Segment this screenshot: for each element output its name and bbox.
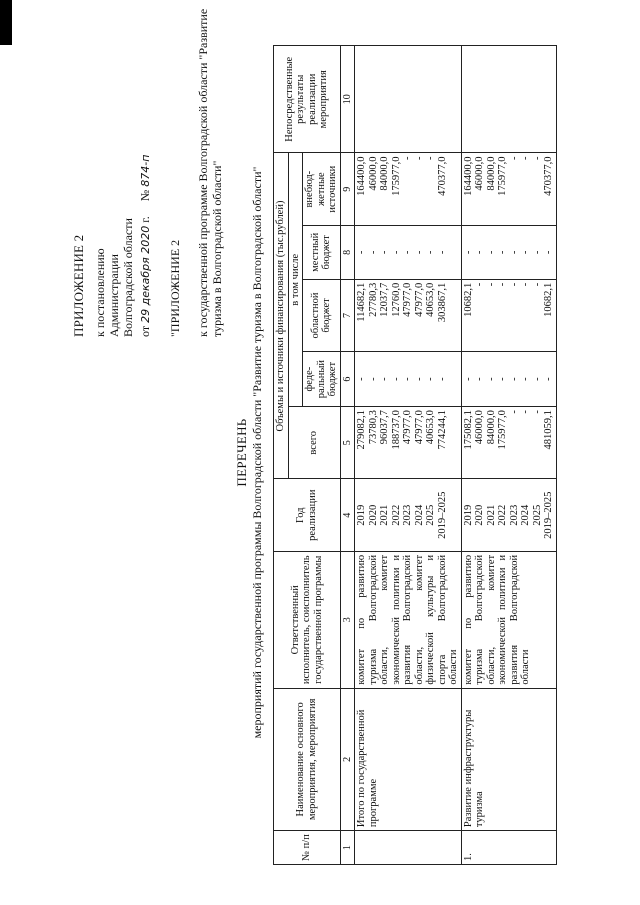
cell-value-federal: - — [356, 377, 367, 381]
row-total — [355, 407, 462, 479]
date-prefix: от — [138, 325, 152, 337]
cell-value-years: 2023 — [508, 504, 520, 526]
row-results — [355, 46, 462, 153]
decree-date-line — [138, 155, 153, 337]
column-number: 1 — [340, 831, 355, 865]
cell-value-local: - — [474, 250, 485, 255]
cell-value-total: 73780,3 — [367, 410, 379, 445]
cell-value-regional: - — [520, 282, 531, 287]
cell-value-local: - — [485, 250, 497, 255]
activities-table — [273, 45, 557, 865]
row-extra — [461, 153, 556, 225]
cell-value-federal: - — [485, 377, 497, 381]
row-num — [355, 831, 462, 865]
cell-value-years: 2023 — [402, 504, 413, 526]
appendix-title: ПРИЛОЖЕНИЕ 2 — [71, 234, 86, 337]
cell-value-years: 2022 — [390, 504, 402, 526]
cell-value-total: 175977,0 — [497, 410, 508, 450]
document-title: ПЕРЕЧЕНЬ — [234, 418, 249, 487]
cell-value-local: - — [436, 250, 448, 255]
cell-value-extra: - — [520, 156, 531, 160]
cell-value-years: 2024 — [413, 504, 425, 526]
cell-value-local: - — [520, 250, 531, 255]
handwritten-number: 874-п — [139, 154, 152, 187]
row-regional — [355, 279, 462, 351]
cell-value-total: 84000,0 — [485, 410, 497, 445]
cell-value-regional: 47977,0 — [402, 282, 413, 317]
cell-value-years: 2020 — [367, 504, 379, 526]
cell-value-regional: 47977,0 — [413, 282, 425, 317]
cell-value-federal: - — [497, 377, 508, 381]
recipient-line: к постановлению — [93, 248, 107, 337]
cell-value-regional: - — [497, 282, 508, 287]
cell-value-extra: 84000,0 — [485, 156, 497, 191]
cell-value-federal: - — [425, 377, 436, 381]
cell-value-extra: 164400,0 — [462, 156, 474, 196]
cell-value-years: 2022 — [497, 504, 508, 526]
column-number: 2 — [340, 688, 355, 831]
cell-value-total: 46000,0 — [474, 410, 485, 445]
cell-value-extra: 175977,0 — [390, 156, 402, 196]
cell-value-local: - — [413, 250, 425, 255]
table-row — [355, 46, 462, 865]
cell-value-local: - — [425, 250, 436, 255]
cell-value-extra: - — [531, 156, 543, 160]
column-number: 9 — [340, 153, 355, 225]
cell-value-total: 279082,1 — [356, 410, 367, 450]
row-extra — [355, 153, 462, 225]
row-federal — [461, 352, 556, 407]
cell-value-extra: 84000,0 — [379, 156, 390, 191]
cell-value-total: - — [520, 410, 531, 414]
cell-value-extra: - — [402, 156, 413, 160]
header-regional: областной бюджет — [303, 279, 341, 351]
cell-value-local: - — [508, 250, 520, 255]
cell-value-total: 188737,0 — [390, 410, 402, 450]
cell-value-federal: - — [531, 377, 543, 381]
cell-value-regional: 114682,1 — [356, 282, 367, 322]
cell-value-years: 2025 — [531, 504, 543, 526]
cell-value-federal: - — [402, 377, 413, 381]
header-federal: феде-ральный бюджет — [303, 352, 341, 407]
cell-value-years: 2019 — [356, 504, 367, 526]
cell-value-regional: 27780,3 — [367, 282, 379, 317]
scan-corner-mark — [0, 0, 12, 45]
row-responsible: комитет по развитию туризма Волгоградской области, комитет экономической политики и развития Волгоградской области, комитет физической культуры и спорта Волгоградской области — [355, 551, 462, 688]
cell-value-extra: 175977,0 — [497, 156, 508, 196]
cell-value-regional: - — [508, 282, 520, 287]
cell-value-regional: - — [485, 282, 497, 287]
cell-value-local: - — [543, 250, 554, 255]
cell-value-local: - — [379, 250, 390, 255]
cell-value-local: - — [367, 250, 379, 255]
row-years — [461, 479, 556, 551]
header-total: всего — [288, 407, 340, 479]
row-local — [355, 225, 462, 279]
cell-value-years: 2021 — [485, 504, 497, 526]
cell-value-extra: - — [508, 156, 520, 160]
document-subtitle: мероприятий государственной программы Волгоградской области "Развитие туризма в Волгоградской области" — [250, 166, 264, 739]
row-name: Развитие инфраструктуры туризма — [461, 688, 556, 831]
column-number: 6 — [340, 352, 355, 407]
cell-value-federal: - — [508, 377, 520, 381]
cell-value-federal: - — [543, 377, 554, 381]
cell-value-extra: 164400,0 — [356, 156, 367, 196]
cell-value-total: 481059,1 — [543, 410, 554, 450]
header-year: Год реализации — [274, 479, 341, 551]
cell-value-total: 175082,1 — [462, 410, 474, 450]
cell-value-years: 2021 — [379, 504, 390, 526]
row-total — [461, 407, 556, 479]
cell-value-regional: - — [474, 282, 485, 287]
row-federal — [355, 352, 462, 407]
column-number: 4 — [340, 479, 355, 551]
cell-value-extra: - — [425, 156, 436, 160]
cell-value-total: 47977,0 — [413, 410, 425, 445]
table-row — [461, 46, 556, 865]
cell-value-regional: 40653,0 — [425, 282, 436, 317]
cell-value-total: 40653,0 — [425, 410, 436, 445]
handwritten-date: 29 декабря 2020 — [139, 225, 152, 323]
cell-value-total: - — [531, 410, 543, 414]
number-label: № — [138, 189, 152, 202]
cell-value-local: - — [497, 250, 508, 255]
row-years — [355, 479, 462, 551]
cell-value-extra: 46000,0 — [367, 156, 379, 191]
column-number: 8 — [340, 225, 355, 279]
cell-value-extra: - — [413, 156, 425, 160]
cell-value-federal: - — [379, 377, 390, 381]
cell-value-total: - — [508, 410, 520, 414]
header-name: Наименование основного мероприятия, мероприятия — [274, 688, 341, 831]
cell-value-years: 2025 — [425, 504, 436, 526]
cell-value-regional: 12037,7 — [379, 282, 390, 317]
column-number: 3 — [340, 551, 355, 688]
cell-value-years: 2019–2025 — [436, 491, 448, 539]
cell-value-extra: 470377,0 — [543, 156, 554, 196]
header-responsible: Ответственный исполнитель, соисполнитель государственной программы — [274, 551, 341, 688]
appendix2-recipient: к государственной программе Волгоградской области "Развитие туризма в Волгоградской области" — [196, 8, 224, 337]
cell-value-years: 2019–2025 — [543, 491, 554, 539]
cell-value-federal: - — [474, 377, 485, 381]
cell-value-regional: 12760,0 — [390, 282, 402, 317]
row-num: 1. — [461, 831, 556, 865]
column-number: 10 — [340, 46, 355, 153]
header-local: местный бюджет — [303, 225, 341, 279]
cell-value-total: 96037,7 — [379, 410, 390, 445]
row-local — [461, 225, 556, 279]
table-body — [355, 46, 557, 865]
header-including: в том числе — [288, 153, 303, 407]
appendix-recipient — [93, 218, 135, 337]
cell-value-years: 2024 — [520, 504, 531, 526]
cell-value-federal: - — [413, 377, 425, 381]
cell-value-years: 2020 — [474, 504, 485, 526]
cell-value-total: 774244,1 — [436, 410, 448, 450]
appendix2-title: "ПРИЛОЖЕНИЕ 2 — [168, 239, 182, 337]
header-results: Непосредственные результаты реализации мероприятия — [274, 46, 341, 153]
cell-value-regional: 10682,1 — [462, 282, 474, 317]
date-year-suffix: г. — [138, 216, 152, 223]
row-name: Итого по государственной программе — [355, 688, 462, 831]
row-results — [461, 46, 556, 153]
cell-value-federal: - — [390, 377, 402, 381]
recipient-line: Волгоградской области — [121, 218, 135, 337]
column-number: 5 — [340, 407, 355, 479]
header-num: № п/п — [274, 831, 341, 865]
column-number: 7 — [340, 279, 355, 351]
cell-value-local: - — [356, 250, 367, 255]
cell-value-regional: - — [531, 282, 543, 287]
cell-value-federal: - — [462, 377, 474, 381]
cell-value-federal: - — [520, 377, 531, 381]
header-volumes: Объемы и источники финансирования (тыс.рублей) — [274, 153, 289, 479]
row-regional — [461, 279, 556, 351]
row-responsible: комитет по развитию туризма Волгоградской области, комитет экономической политики и развития Волгоградской области — [461, 551, 556, 688]
cell-value-federal: - — [436, 377, 448, 381]
cell-value-extra: 470377,0 — [436, 156, 448, 196]
cell-value-local: - — [402, 250, 413, 255]
cell-value-regional: 10682,1 — [543, 282, 554, 317]
cell-value-local: - — [462, 250, 474, 255]
cell-value-local: - — [531, 250, 543, 255]
cell-value-years: 2019 — [462, 504, 474, 526]
header-extra: внебюд-жетные источники — [303, 153, 341, 225]
cell-value-federal: - — [367, 377, 379, 381]
cell-value-regional: 303867,1 — [436, 282, 448, 323]
recipient-line: Администрации — [107, 254, 121, 337]
cell-value-local: - — [390, 250, 402, 255]
cell-value-extra: 46000,0 — [474, 156, 485, 191]
column-number-row — [340, 46, 355, 865]
cell-value-total: 47977,0 — [402, 410, 413, 445]
